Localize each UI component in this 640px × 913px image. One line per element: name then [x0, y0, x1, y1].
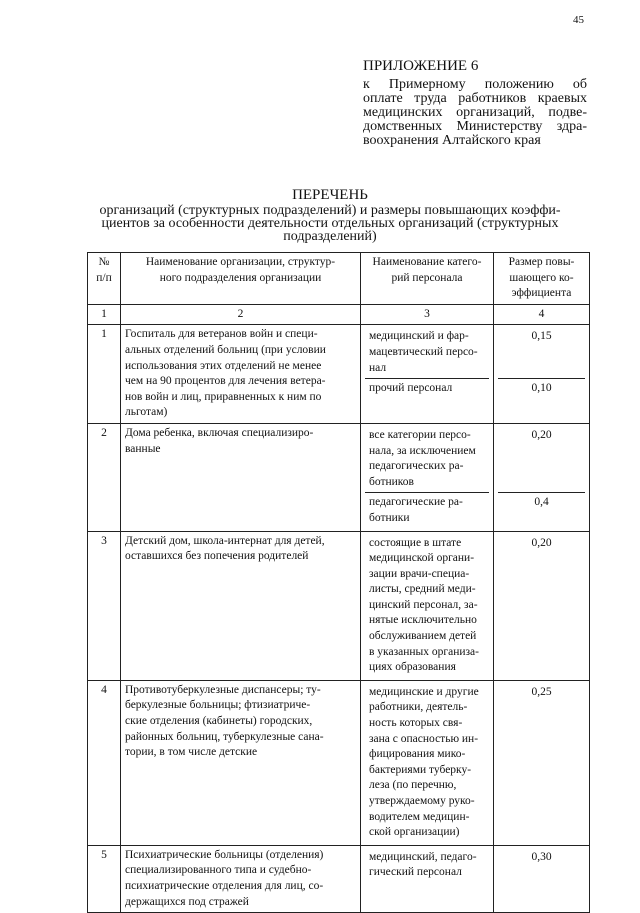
organization-line: льготам): [125, 406, 168, 419]
category-line: гический персонал: [369, 866, 462, 879]
header-num: [88, 253, 121, 305]
organization-line: альных отделений больниц (при условии: [125, 343, 326, 356]
organization-line: чем на 90 процентов для лечения ветера-: [125, 375, 326, 388]
category-entry: [365, 426, 489, 493]
organization-line: психиатрические отделения для лиц, со-: [125, 879, 324, 892]
header-org: [121, 253, 361, 305]
table-row: [88, 423, 590, 531]
organization-line: ванные: [125, 442, 161, 455]
header-line: ного подразделения организации: [159, 271, 322, 284]
organization-name: [121, 680, 361, 845]
table-row: [88, 680, 590, 845]
heading-title: ПЕРЕЧЕНЬ: [292, 187, 368, 203]
category-entry: [365, 493, 489, 528]
appendix-line: воохранения Алтайского края: [363, 133, 541, 148]
coefficient-value: 0,25: [531, 685, 552, 698]
category-line: леза (по перечню,: [369, 779, 457, 792]
appendix-block: [363, 58, 587, 148]
appendix-line: оплате труда работников краевых: [363, 91, 587, 106]
coefficient-value: 0,20: [498, 426, 585, 493]
coefficient-value: 0,30: [531, 850, 552, 863]
organization-line: держащихся под стражей: [125, 895, 249, 908]
organization-line: Детский дом, школа-интернат для детей,: [125, 534, 325, 547]
column-number: 2: [121, 304, 361, 325]
row-number: 4: [88, 680, 121, 845]
category-line: работники, деятель-: [369, 701, 468, 714]
category-entry: [365, 379, 489, 399]
category-line: состоящие в штате: [369, 536, 462, 549]
header-line: Наименование организации, структур-: [145, 256, 336, 268]
organization-name: [121, 531, 361, 680]
organization-line: Дома ребенка, включая специализиро-: [125, 426, 314, 439]
category-line: листы, средний меди-: [369, 583, 476, 596]
personnel-category: [361, 423, 494, 531]
category-line: нятые исключительно: [369, 614, 477, 627]
header-line: шающего ко-: [509, 271, 574, 284]
page-number: 45: [573, 14, 584, 26]
category-line: медицинский и фар-: [369, 330, 469, 343]
row-number: 3: [88, 531, 121, 680]
header-line: п/п: [96, 271, 112, 284]
category-line: прочий персонал: [369, 382, 453, 395]
personnel-category: [361, 680, 494, 845]
category-line: ской организации): [369, 826, 460, 839]
row-number: 1: [88, 325, 121, 424]
category-line: водителем медицин-: [369, 810, 470, 823]
column-number-row: [88, 304, 590, 325]
category-line: нала, за исключением: [369, 444, 476, 457]
coefficient-value: 0,4: [534, 496, 549, 509]
header-line: эффициента: [511, 287, 572, 300]
organization-line: Противотуберкулезные диспансеры; ту-: [125, 683, 321, 696]
heading-subtitle-line: организаций (структурных подразделений) и размеры повышающих коэффи-: [99, 203, 561, 218]
category-line: мацевтический персо-: [369, 345, 478, 358]
table-row: [88, 531, 590, 680]
coefficient-value: 0,20: [531, 536, 552, 549]
organizations-table: [87, 252, 590, 913]
heading-subtitle-line: циентов за особенности деятельности отдельных организаций (структурных: [101, 216, 559, 231]
category-line: нал: [369, 361, 387, 374]
category-line: ботников: [369, 475, 414, 488]
column-number: 1: [88, 304, 121, 325]
header-row: [88, 253, 590, 305]
category-entry: [365, 534, 489, 678]
table-row: [88, 325, 590, 424]
category-line: ботники: [369, 511, 410, 524]
column-number: 4: [494, 304, 590, 325]
organization-line: районных больниц, туберкулезные сана-: [125, 730, 324, 743]
category-line: цинский персонал, за-: [369, 598, 478, 611]
header-line: Наименование катего-: [372, 256, 482, 268]
category-line: медицинской органи-: [369, 552, 475, 565]
category-line: педагогических ра-: [369, 460, 464, 473]
coefficient-value: 0,15: [498, 327, 585, 379]
organization-line: нов войн и лиц, приравненных к ним по: [125, 390, 322, 403]
category-line: циях образования: [369, 661, 456, 674]
organization-line: оставшихся без попечения родителей: [125, 550, 309, 563]
category-line: бактериями туберку-: [369, 763, 472, 776]
header-line: Размер повы-: [508, 256, 575, 268]
personnel-category: [361, 325, 494, 424]
category-entry: [365, 848, 489, 883]
header-line: №: [98, 256, 110, 268]
category-line: зации врачи-специа-: [369, 567, 470, 580]
category-line: обслуживанием детей: [369, 630, 477, 643]
header-coefficient: [494, 253, 590, 305]
personnel-category: [361, 531, 494, 680]
organization-line: использования этих отделений не менее: [125, 359, 322, 372]
category-entry: [365, 327, 489, 379]
category-line: утверждаемому руко-: [369, 795, 475, 807]
organization-line: Психиатрические больницы (отделения): [125, 848, 324, 861]
coefficient: [494, 680, 590, 845]
personnel-category: [361, 845, 494, 912]
category-line: зана с опасностью ин-: [369, 732, 479, 745]
category-line: педагогические ра-: [369, 496, 463, 509]
list-heading: [70, 188, 590, 243]
header-category: [361, 253, 494, 305]
heading-subtitle-line: подразделений): [283, 229, 377, 244]
coefficient: [494, 325, 590, 424]
category-line: медицинский, педаго-: [369, 850, 477, 863]
appendix-title: ПРИЛОЖЕНИЕ 6: [363, 58, 479, 74]
appendix-line: домственных Министерству здра-: [363, 119, 587, 134]
organization-line: беркулезные больницы; фтизиатриче-: [125, 699, 311, 712]
category-line: фицирования мико-: [369, 748, 466, 761]
organization-name: [121, 845, 361, 912]
category-line: все категории персо-: [369, 428, 471, 441]
organization-line: Госпиталь для ветеранов войн и специ-: [125, 328, 318, 341]
appendix-line: медицинских организаций, подве-: [363, 105, 587, 120]
organization-name: [121, 325, 361, 424]
row-number: 2: [88, 423, 121, 531]
table-body: [88, 253, 590, 913]
organization-line: тории, в том числе детские: [125, 746, 258, 759]
appendix-line: к Примерному положению об: [363, 77, 587, 92]
column-number: 3: [361, 304, 494, 325]
coefficient: [494, 531, 590, 680]
category-line: в указанных организа-: [369, 645, 479, 658]
category-line: ность которых свя-: [369, 717, 463, 730]
organization-name: [121, 423, 361, 531]
organization-line: специализированного типа и судебно-: [125, 864, 312, 877]
header-line: рий персонала: [391, 271, 463, 284]
category-line: медицинские и другие: [369, 685, 479, 698]
coefficient: [494, 845, 590, 912]
row-number: 5: [88, 845, 121, 912]
coefficient: [494, 423, 590, 531]
table-row: [88, 845, 590, 912]
organization-line: ские отделения (кабинеты) городских,: [125, 715, 313, 728]
coefficient-value: 0,10: [531, 382, 552, 395]
category-entry: [365, 683, 489, 843]
